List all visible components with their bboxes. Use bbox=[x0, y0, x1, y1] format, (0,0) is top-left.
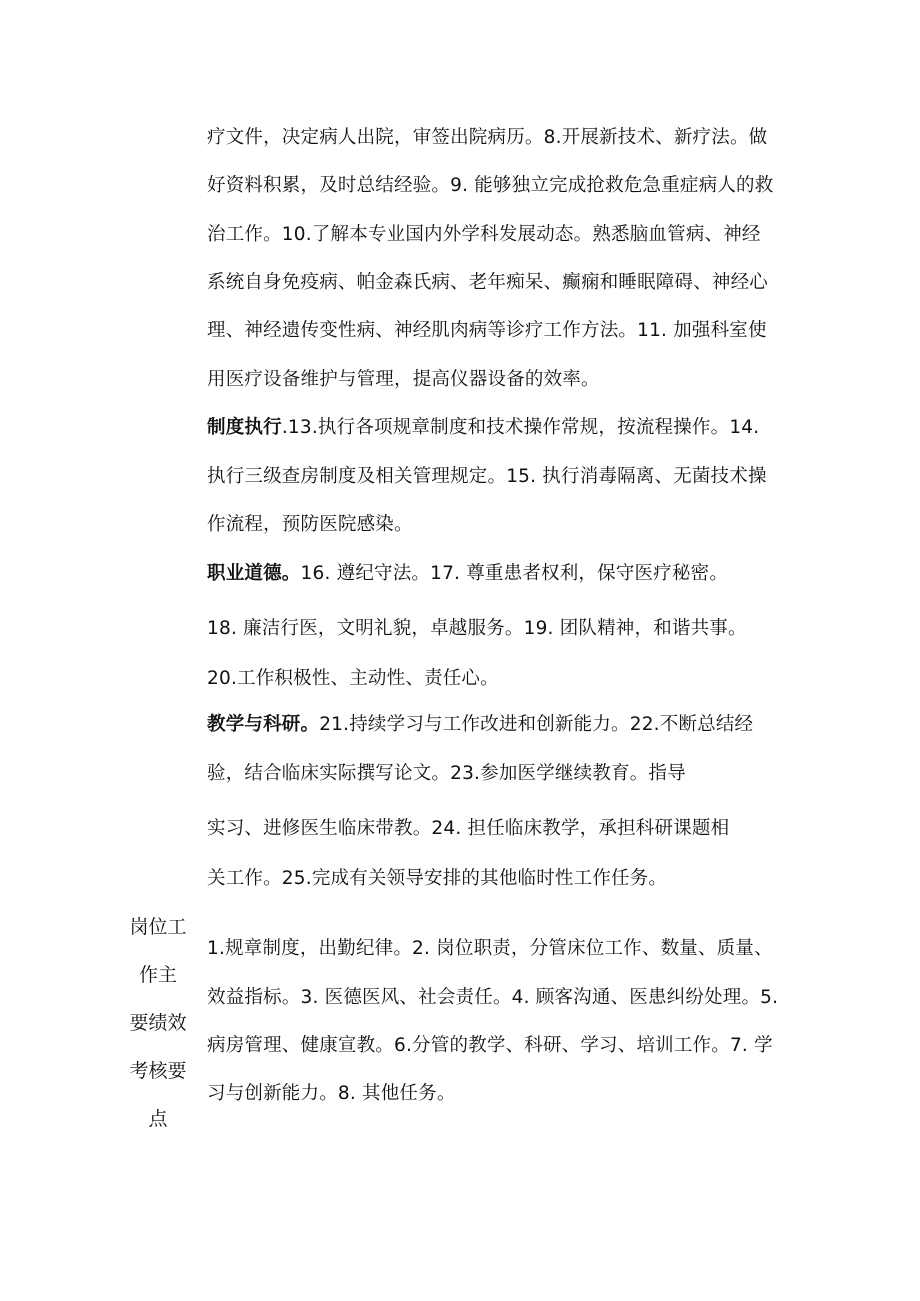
system-execution-line bbox=[207, 415, 759, 441]
duties-line: 理、神经遗传变性病、神经肌肉病等诊疗工作方法。11. 加强科室使 bbox=[207, 320, 767, 341]
duties-line: 好资料积累，及时总结经验。9. 能够独立完成抢救危急重症病人的救 bbox=[207, 175, 774, 196]
kpi-label-line: 点 bbox=[148, 1108, 168, 1130]
section-heading: 制度执行 bbox=[207, 417, 282, 438]
kpi-line: 效益指标。3. 医德医风、社会责任。4. 顾客沟通、医患纠纷处理。5. bbox=[207, 987, 779, 1008]
ethics-line: 18. 廉洁行医，文明礼貌，卓越服务。19. 团队精神，和谐共事。 bbox=[207, 618, 747, 639]
duties-line: 疗文件，决定病人出院，审签出院病历。8.开展新技术、新疗法。做 bbox=[207, 127, 768, 148]
section-text: 16. 遵纪守法。17. 尊重患者权利，保守医疗秘密。 bbox=[300, 563, 729, 584]
section-heading: 教学与科研。 bbox=[207, 714, 320, 735]
teaching-research-line: 验，结合临床实际撰写论文。23.参加医学继续教育。指导 bbox=[207, 763, 686, 784]
duties-line: 用医疗设备维护与管理，提高仪器设备的效率。 bbox=[207, 369, 600, 390]
kpi-label-line: 考核要 bbox=[129, 1060, 187, 1082]
duties-line: 治工作。10.了解本专业国内外学科发展动态。熟悉脑血管病、神经 bbox=[207, 224, 761, 245]
ethics-line: 20.工作积极性、主动性、责任心。 bbox=[207, 668, 499, 689]
kpi-label-line: 要绩效 bbox=[129, 1012, 187, 1034]
kpi-line: 习与创新能力。8. 其他任务。 bbox=[207, 1083, 456, 1104]
kpi-line: 1.规章制度，出勤纪律。2. 岗位职责，分管床位工作、数量、质量、 bbox=[207, 938, 773, 959]
kpi-label-line: 作主 bbox=[138, 964, 177, 986]
teaching-research-line: 实习、进修医生临床带教。24. 担任临床教学，承担科研课题相 bbox=[207, 818, 730, 839]
section-text: 21.持续学习与工作改进和创新能力。22.不断总结经 bbox=[319, 714, 754, 735]
duties-line: 系统自身免疫病、帕金森氏病、老年痴呆、癫痫和睡眠障碍、神经心 bbox=[207, 272, 769, 293]
ethics-line bbox=[207, 561, 728, 587]
system-execution-line: 执行三级查房制度及相关管理规定。15. 执行消毒隔离、无菌技术操 bbox=[207, 466, 767, 487]
kpi-line: 病房管理、健康宣教。6.分管的教学、科研、学习、培训工作。7. 学 bbox=[207, 1035, 773, 1056]
teaching-research-line: 关工作。25.完成有关领导安排的其他临时性工作任务。 bbox=[207, 868, 668, 889]
section-text: .13.执行各项规章制度和技术操作常规，按流程操作。14. bbox=[281, 417, 760, 438]
kpi-label-line: 岗位工 bbox=[129, 916, 187, 938]
system-execution-line: 作流程，预防医院感染。 bbox=[207, 514, 413, 535]
teaching-research-line bbox=[207, 712, 753, 738]
section-heading: 职业道德。 bbox=[207, 563, 301, 584]
